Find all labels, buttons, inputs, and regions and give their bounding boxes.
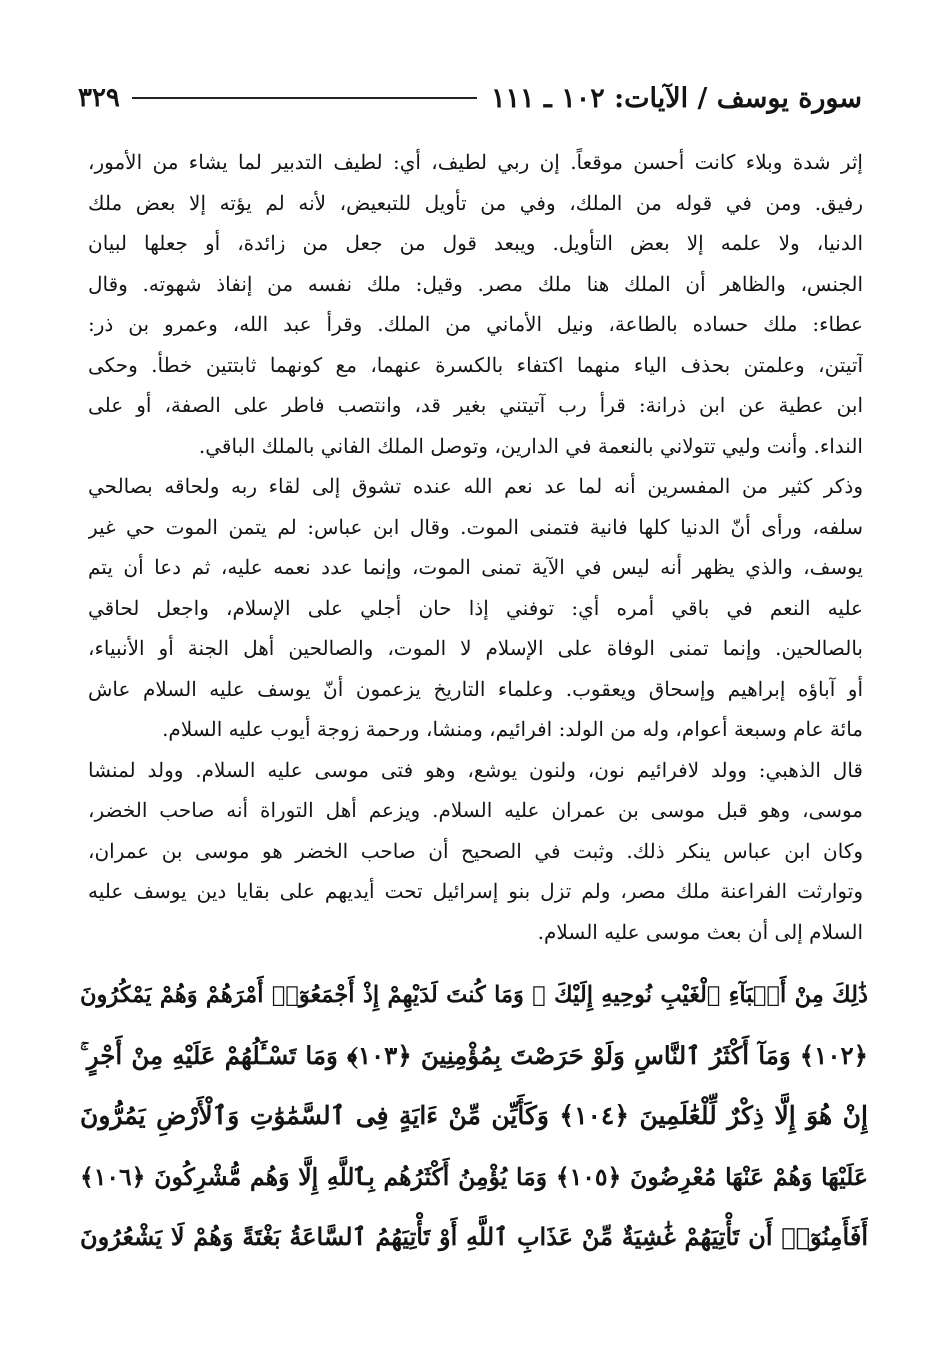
text-line: عطاء: ملك حساده بالطاعة، ونيل الأماني من الملك. وقرأ عبد الله، وعمرو بن ذر:	[88, 312, 863, 336]
text-line: وتوارثت الفراعنة ملك مصر، ولم تزل بنو إسرائيل تحت أيديهم على بقايا دين يوسف عليه	[88, 879, 863, 903]
verse-line: إِنْ هُوَ إِلَّا ذِكْرٌ لِّلْعَٰلَمِينَ ﴿١٠٤﴾ وَكَأَيِّن مِّنْ ءَايَةٍ فِى ٱلسَّمَٰوَٰتِ وَٱلْأَرْضِ يَمُرُّونَ	[80, 1101, 868, 1130]
text-line: الجنس، والظاهر أن الملك هنا ملك مصر. وقيل: ملك نفسه من إنفاذ شهوته. وقال	[88, 271, 863, 296]
verse-line: أَفَأَمِنُوٓا۟ أَن تَأْتِيَهُمْ غَٰشِيَةٌ مِّنْ عَذَابِ ٱللَّهِ أَوْ تَأْتِيَهُمُ ٱلسَّاعَةُ بَغْتَةً وَهُمْ لَا يَشْعُرُونَ	[80, 1222, 868, 1251]
text-line: إثر شدة وبلاء كانت أحسن موقعاً. إن ربي لطيف، أي: لطيف التدبير لما يشاء من الأمور،	[88, 150, 863, 174]
text-line: يوسف، والذي يظهر أنه ليس في الآية تمنى الموت، وإنما عدد نعمه عليه، ثم دعا أن يتم	[88, 555, 863, 579]
verse-line: ﴿١٠٢﴾ وَمَآ أَكْثَرُ ٱلنَّاسِ وَلَوْ حَرَصْتَ بِمُؤْمِنِينَ ﴿١٠٣﴾ وَمَا تَسْـَٔلُهُمْ عَلَيْهِ مِنْ أَجْرٍ ۚ	[80, 1040, 868, 1070]
text-line: بالصالحين. وإنما تمنى الوفاة على الإسلام لا الموت، والصالحين أهل الجنة أو الأنبياء،	[88, 636, 863, 660]
text-line: موسى، وهو قبل موسى بن عمران عليه السلام. ويزعم أهل التوراة أنه صاحب الخضر،	[88, 798, 863, 822]
text-line: آتيتن، وعلمتن بحذف الياء منهما اكتفاء بالكسرة عنهما، مع كونهما ثابتتين خطأ. وحكى	[88, 352, 863, 377]
text-line: السلام إلى أن بعث موسى عليه السلام.	[537, 919, 863, 944]
text-line: سلفه، ورأى أنّ الدنيا كلها فانية فتمنى الموت. وقال ابن عباس: لم يتمن الموت حي غير	[88, 514, 863, 539]
page-header	[78, 78, 862, 118]
text-line: وكان ابن عباس ينكر ذلك. وثبت في الصحيح أن صاحب الخضر هو موسى بن عمران،	[88, 838, 863, 863]
commentary-text	[88, 142, 863, 952]
header-rule	[132, 97, 477, 99]
text-line: وذكر كثير من المفسرين أنه لما عد نعم الله عنده تشوق إلى لقاء ربه ولحاقه بصالحي	[88, 474, 863, 498]
text-line: قال الذهبي: وولد لافرائيم نون، ولنون يوشع، وهو فتى موسى عليه السلام. وولد لمنشا	[88, 757, 863, 782]
page-number: ٣٢٩	[78, 83, 120, 113]
text-line: ابن عطية عن ابن ذرانة: قرأ رب آتيتني بغير قد، وانتصب فاطر على الصفة، أو على	[88, 393, 863, 417]
text-line: مائة عام وسبعة أعوام، وله من الولد: افرائيم، ومنشا، ورحمة زوجة أيوب عليه السلام.	[162, 717, 863, 741]
quran-verses	[80, 965, 868, 1268]
text-line: رفيق. ومن في قوله من الملك، وفي من تأويل للتبعيض، لأنه لم يؤته إلا بعض ملك	[88, 190, 863, 215]
verse-line: ذَٰلِكَ مِنْ أَنۢبَآءِ ٱلْغَيْبِ نُوحِيهِ إِلَيْكَ ۖ وَمَا كُنتَ لَدَيْهِمْ إِذْ أَجْمَعُوٓا۟ أَمْرَهُمْ وَهُمْ يَمْكُرُونَ	[80, 982, 868, 1008]
text-line: أو آباؤه إبراهيم وإسحاق ويعقوب. وعلماء التاريخ يزعمون أنّ يوسف عليه السلام عاش	[88, 676, 863, 701]
text-line: الدنيا، ولا علمه إلا بعض التأويل. ويبعد قول من جعل من زائدة، أو جعلها لبيان	[88, 231, 863, 255]
text-line: النداء. وأنت وليي تتولاني بالنعمة في الدارين، وتوصل الملك الفاني بالملك الباقي.	[198, 433, 863, 458]
surah-title: سورة يوسف / الآيات: ١٠٢ ـ ١١١	[490, 82, 862, 114]
verse-line: عَلَيْهَا وَهُمْ عَنْهَا مُعْرِضُونَ ﴿١٠٥﴾ وَمَا يُؤْمِنُ أَكْثَرُهُم بِٱللَّهِ إِلَّا وَهُم مُّشْرِكُونَ ﴿١٠٦﴾	[80, 1162, 868, 1191]
text-line: عليه النعم في باقي أمره أي: توفني إذا حان أجلي على الإسلام، واجعل لحاقي	[88, 595, 863, 620]
